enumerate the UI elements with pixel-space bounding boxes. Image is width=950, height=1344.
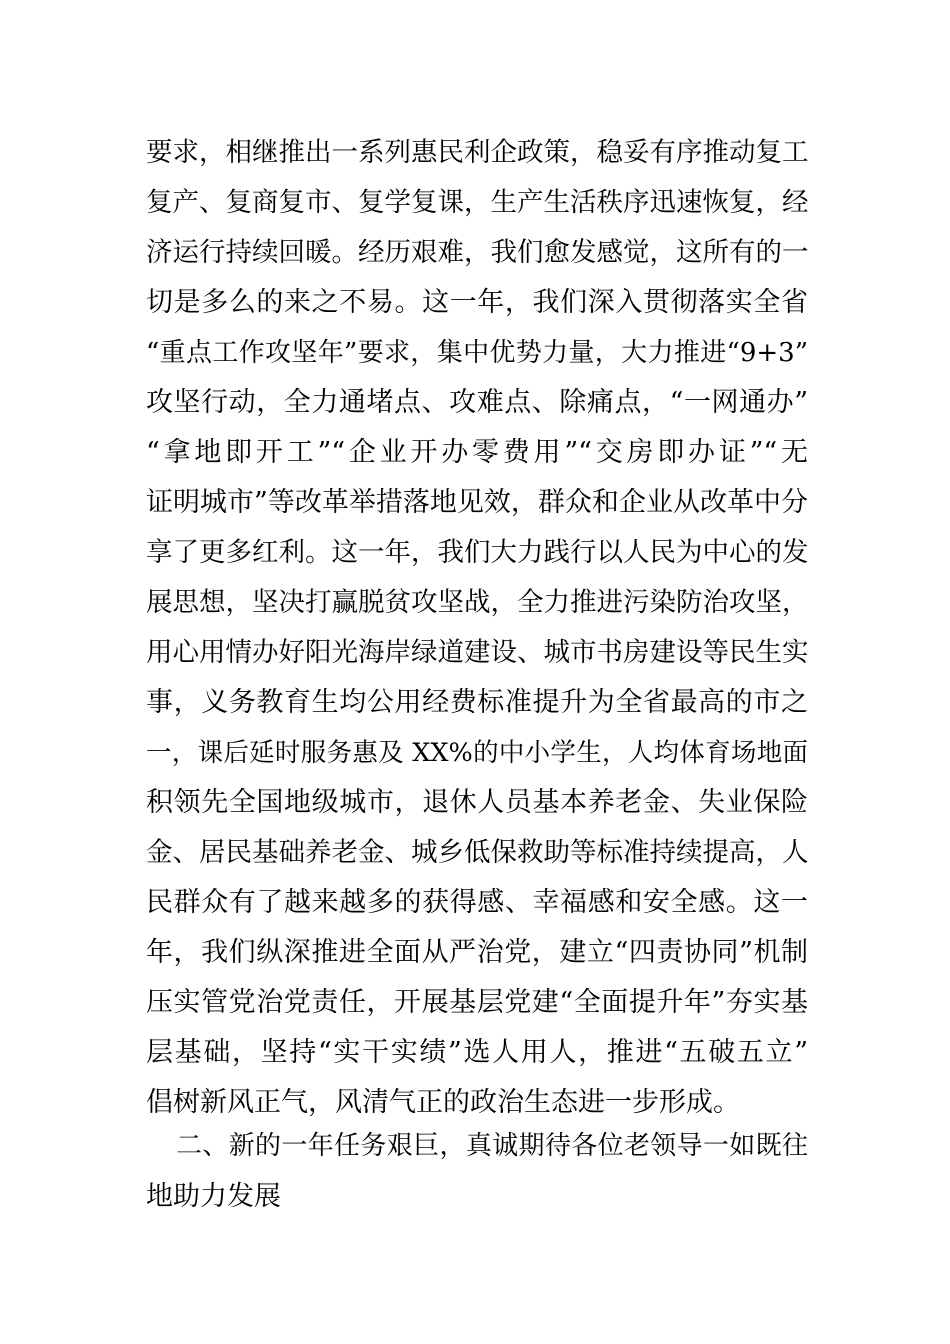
heading-line: 地助力发展: [146, 1181, 281, 1212]
text-line: 一，课后延时服务惠及 XX%的中小学生，人均体育场地面: [146, 738, 808, 768]
text-line: “拿地即开工”“企业开办零费用”“交房即办证”“无: [146, 437, 808, 468]
text-line: 民群众有了越来越多的获得感、幸福感和安全感。这一: [146, 887, 808, 918]
text-line: 倡树新风正气，风清气正的政治生态进一步形成。: [146, 1087, 740, 1118]
text-line: 要求，相继推出一系列惠民利企政策，稳妥有序推动复工: [146, 137, 809, 168]
text-line: 层基础，坚持“实干实绩”选人用人，推进“五破五立”: [146, 1037, 808, 1068]
text-line: 济运行持续回暖。经历艰难，我们愈发感觉，这所有的一: [146, 237, 809, 268]
text-line: 展思想，坚决打赢脱贫攻坚战，全力推进污染防治攻坚，: [146, 587, 809, 618]
text-line: 金、居民基础养老金、城乡低保救助等标准持续提高，人: [146, 837, 809, 868]
text-line: 压实管党治党责任，开展基层党建“全面提升年”夯实基: [146, 987, 808, 1018]
text-line: 事，义务教育生均公用经费标准提升为全省最高的市之: [146, 687, 808, 718]
text-line: 攻坚行动，全力通堵点、攻难点、除痛点，“一网通办”: [146, 387, 808, 418]
text-line: 证明城市”等改革举措落地见效，群众和企业从改革中分: [146, 487, 808, 518]
text-line: 复产、复商复市、复学复课，生产生活秩序迅速恢复，经: [146, 187, 809, 218]
text-line: 积领先全国地级城市，退休人员基本养老金、失业保险: [146, 787, 808, 818]
text-line: “重点工作攻坚年”要求，集中优势力量，大力推进“9+3”: [146, 338, 808, 368]
text-line: 切是多么的来之不易。这一年，我们深入贯彻落实全省: [146, 287, 808, 318]
heading-line: 二、新的一年任务艰巨，真诚期待各位老领导一如既往: [176, 1131, 808, 1161]
text-line: 享了更多红利。这一年，我们大力践行以人民为中心的发: [146, 537, 809, 568]
text-line: 用心用情办好阳光海岸绿道建设、城市书房建设等民生实: [146, 637, 809, 668]
text-line: 年，我们纵深推进全面从严治党，建立“四责协同”机制: [146, 937, 808, 968]
